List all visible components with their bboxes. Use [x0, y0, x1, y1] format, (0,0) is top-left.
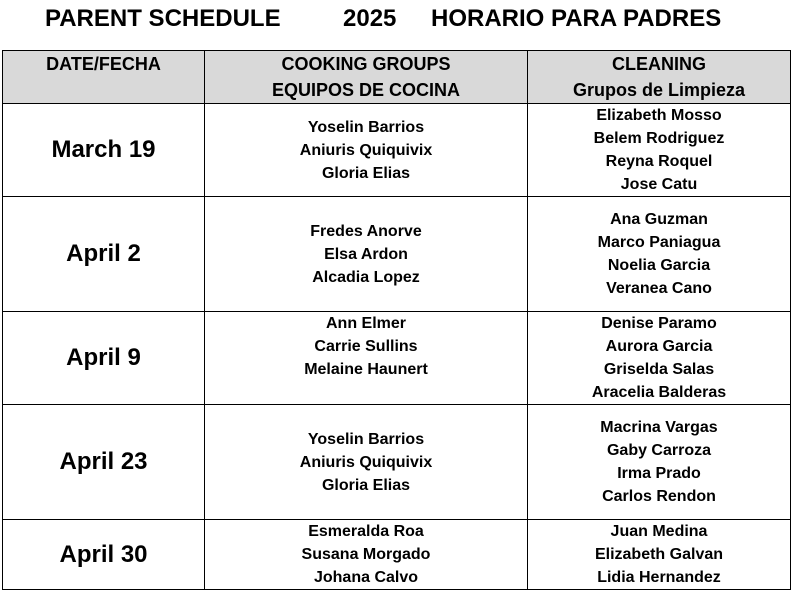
header-row	[3, 51, 791, 104]
cleaner-name: Macrina Vargas	[600, 419, 718, 436]
cooking-column-header	[205, 51, 528, 104]
cleaner-name: Griselda Salas	[603, 361, 715, 378]
cleaning-cell	[528, 405, 791, 520]
cook-name: Aniuris Quiquivix	[299, 141, 433, 159]
page-title	[0, 4, 791, 34]
cooking-cell	[205, 520, 528, 590]
cooking-header-spanish: EQUIPOS DE COCINA	[271, 80, 461, 100]
cleaner-name: Reyna Roquel	[605, 153, 713, 170]
table-row	[3, 405, 791, 520]
cleaner-name: Denise Paramo	[601, 315, 717, 332]
cook-name: Yoselin Barrios	[307, 118, 425, 136]
cleaner-name: Noelia Garcia	[607, 257, 711, 274]
cleaner-name: Elizabeth Galvan	[594, 546, 724, 563]
cook-name: Melaine Haunert	[304, 361, 428, 378]
date-cell: March 19	[3, 104, 205, 197]
cleaner-name: Irma Prado	[617, 465, 701, 482]
cleaning-header-spanish: Grupos de Limpieza	[572, 80, 746, 100]
title-year: 2025	[343, 5, 397, 32]
cleaning-cell	[528, 312, 791, 405]
cook-name: Fredes Anorve	[310, 222, 422, 240]
title-english: PARENT SCHEDULE	[45, 5, 281, 32]
cook-name: Susana Morgado	[301, 546, 431, 563]
cooking-header-english: COOKING GROUPS	[281, 54, 451, 74]
cleaner-name: Juan Medina	[610, 523, 708, 540]
cleaner-name: Marco Paniagua	[597, 234, 721, 251]
date-header-label: DATE/FECHA	[46, 54, 161, 74]
cleaning-cell	[528, 104, 791, 197]
cleaning-header-english: CLEANING	[612, 54, 706, 74]
cleaner-name: Gaby Carroza	[606, 442, 712, 459]
cook-name: Elsa Ardon	[324, 245, 408, 263]
cooking-cell	[205, 104, 528, 197]
cleaner-name: Lidia Hernandez	[597, 569, 721, 586]
cleaner-name: Carlos Rendon	[602, 488, 716, 505]
cleaner-name: Ana Guzman	[610, 211, 708, 228]
cook-name: Johana Calvo	[313, 569, 419, 586]
cook-name: Esmeralda Roa	[308, 523, 424, 540]
table-row	[3, 312, 791, 405]
date-cell: April 2	[3, 197, 205, 312]
cook-name: Gloria Elias	[321, 164, 411, 182]
cook-name: Gloria Elias	[321, 476, 411, 494]
cook-name: Carrie Sullins	[314, 338, 418, 355]
date-cell: April 30	[3, 520, 205, 590]
cooking-cell	[205, 197, 528, 312]
cleaner-name: Elizabeth Mosso	[596, 107, 722, 124]
cooking-cell	[205, 405, 528, 520]
cook-name: Yoselin Barrios	[307, 430, 425, 448]
table-row	[3, 520, 791, 590]
date-cell: April 23	[3, 405, 205, 520]
cleaning-cell	[528, 520, 791, 590]
table-row	[3, 104, 791, 197]
cleaner-name: Jose Catu	[620, 176, 698, 193]
cook-name: Alcadia Lopez	[312, 268, 420, 286]
cleaning-cell	[528, 197, 791, 312]
table-row	[3, 197, 791, 312]
cleaner-name: Veranea Cano	[606, 280, 712, 297]
schedule-table	[2, 50, 791, 590]
date-column-header	[3, 51, 205, 104]
cleaning-column-header	[528, 51, 791, 104]
cleaner-name: Aurora Garcia	[605, 338, 713, 355]
cook-name: Ann Elmer	[325, 315, 406, 332]
cleaner-name: Aracelia Balderas	[591, 384, 727, 401]
cooking-cell	[205, 312, 528, 405]
title-spanish: HORARIO PARA PADRES	[431, 5, 722, 32]
cook-name: Aniuris Quiquivix	[299, 453, 433, 471]
cleaner-name: Belem Rodriguez	[593, 130, 725, 147]
date-cell: April 9	[3, 312, 205, 405]
